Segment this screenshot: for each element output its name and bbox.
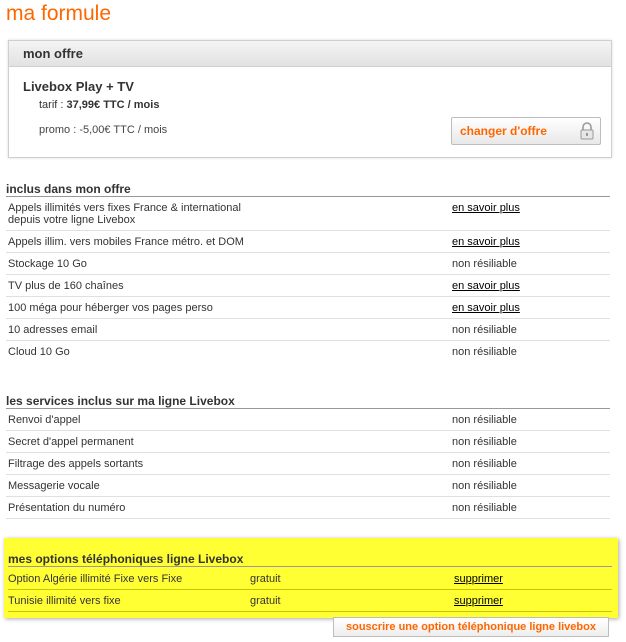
included-title: inclus dans mon offre bbox=[6, 182, 610, 197]
table-row bbox=[6, 197, 610, 231]
offer-tarif bbox=[39, 99, 159, 111]
table-row bbox=[6, 453, 610, 475]
learn-more-link[interactable]: en savoir plus bbox=[452, 236, 520, 248]
page-title: ma formule bbox=[6, 2, 112, 25]
table-row bbox=[6, 275, 610, 297]
option-label: Option Algérie illimité Fixe vers Fixe bbox=[8, 573, 183, 585]
tarif-value: 37,99€ TTC / mois bbox=[66, 99, 160, 111]
table-row bbox=[6, 231, 610, 253]
offer-header: mon offre bbox=[9, 41, 611, 67]
row-label: Renvoi d'appel bbox=[8, 414, 81, 426]
row-status: non résiliable bbox=[452, 458, 517, 470]
row-status: non résiliable bbox=[452, 436, 517, 448]
table-row bbox=[6, 409, 610, 431]
row-label: Stockage 10 Go bbox=[8, 258, 87, 270]
option-row bbox=[8, 568, 612, 590]
row-label: Cloud 10 Go bbox=[8, 346, 70, 358]
offer-box bbox=[8, 40, 612, 158]
table-row bbox=[6, 297, 610, 319]
options-title: mes options téléphoniques ligne Livebox bbox=[8, 552, 612, 567]
table-row bbox=[6, 475, 610, 497]
options-panel bbox=[4, 538, 618, 618]
table-row bbox=[6, 253, 610, 275]
row-label: 10 adresses email bbox=[8, 324, 98, 336]
tarif-label: tarif : bbox=[39, 99, 67, 111]
learn-more-link[interactable]: en savoir plus bbox=[452, 280, 520, 292]
option-price: gratuit bbox=[250, 595, 281, 607]
learn-more-link[interactable]: en savoir plus bbox=[452, 202, 520, 214]
row-label-line1: Appels illimités vers fixes France & international bbox=[8, 202, 241, 214]
row-label: Présentation du numéro bbox=[8, 502, 126, 514]
offer-name: Livebox Play + TV bbox=[23, 79, 134, 94]
subscribe-option-button[interactable]: souscrire une option téléphonique ligne livebox bbox=[333, 617, 609, 637]
row-label: 100 méga pour héberger vos pages perso bbox=[8, 302, 213, 314]
services-section bbox=[6, 394, 610, 519]
row-status: non résiliable bbox=[452, 258, 517, 270]
row-label: TV plus de 160 chaînes bbox=[8, 280, 124, 292]
option-row bbox=[8, 590, 612, 612]
row-label-line2: depuis votre ligne Livebox bbox=[8, 214, 136, 226]
row-label: Filtrage des appels sortants bbox=[8, 458, 144, 470]
table-row bbox=[6, 431, 610, 453]
option-label: Tunisie illimité vers fixe bbox=[8, 595, 121, 607]
table-row bbox=[6, 497, 610, 519]
lock-icon bbox=[580, 122, 594, 140]
change-offer-button[interactable] bbox=[451, 117, 601, 145]
row-status: non résiliable bbox=[452, 414, 517, 426]
offer-promo: promo : -5,00€ TTC / mois bbox=[39, 124, 168, 136]
row-label: Messagerie vocale bbox=[8, 480, 100, 492]
row-label bbox=[8, 202, 241, 226]
row-status: non résiliable bbox=[452, 346, 517, 358]
delete-option-link[interactable]: supprimer bbox=[454, 573, 503, 585]
delete-option-link[interactable]: supprimer bbox=[454, 595, 503, 607]
table-row bbox=[6, 341, 610, 363]
row-status: non résiliable bbox=[452, 502, 517, 514]
row-label: Appels illim. vers mobiles France métro. et DOM bbox=[8, 236, 244, 248]
row-label: Secret d'appel permanent bbox=[8, 436, 134, 448]
change-offer-label: changer d'offre bbox=[460, 124, 547, 138]
option-price: gratuit bbox=[250, 573, 281, 585]
learn-more-link[interactable]: en savoir plus bbox=[452, 302, 520, 314]
included-section bbox=[6, 182, 610, 363]
row-status: non résiliable bbox=[452, 324, 517, 336]
services-title: les services inclus sur ma ligne Livebox bbox=[6, 394, 610, 409]
row-status: non résiliable bbox=[452, 480, 517, 492]
table-row bbox=[6, 319, 610, 341]
